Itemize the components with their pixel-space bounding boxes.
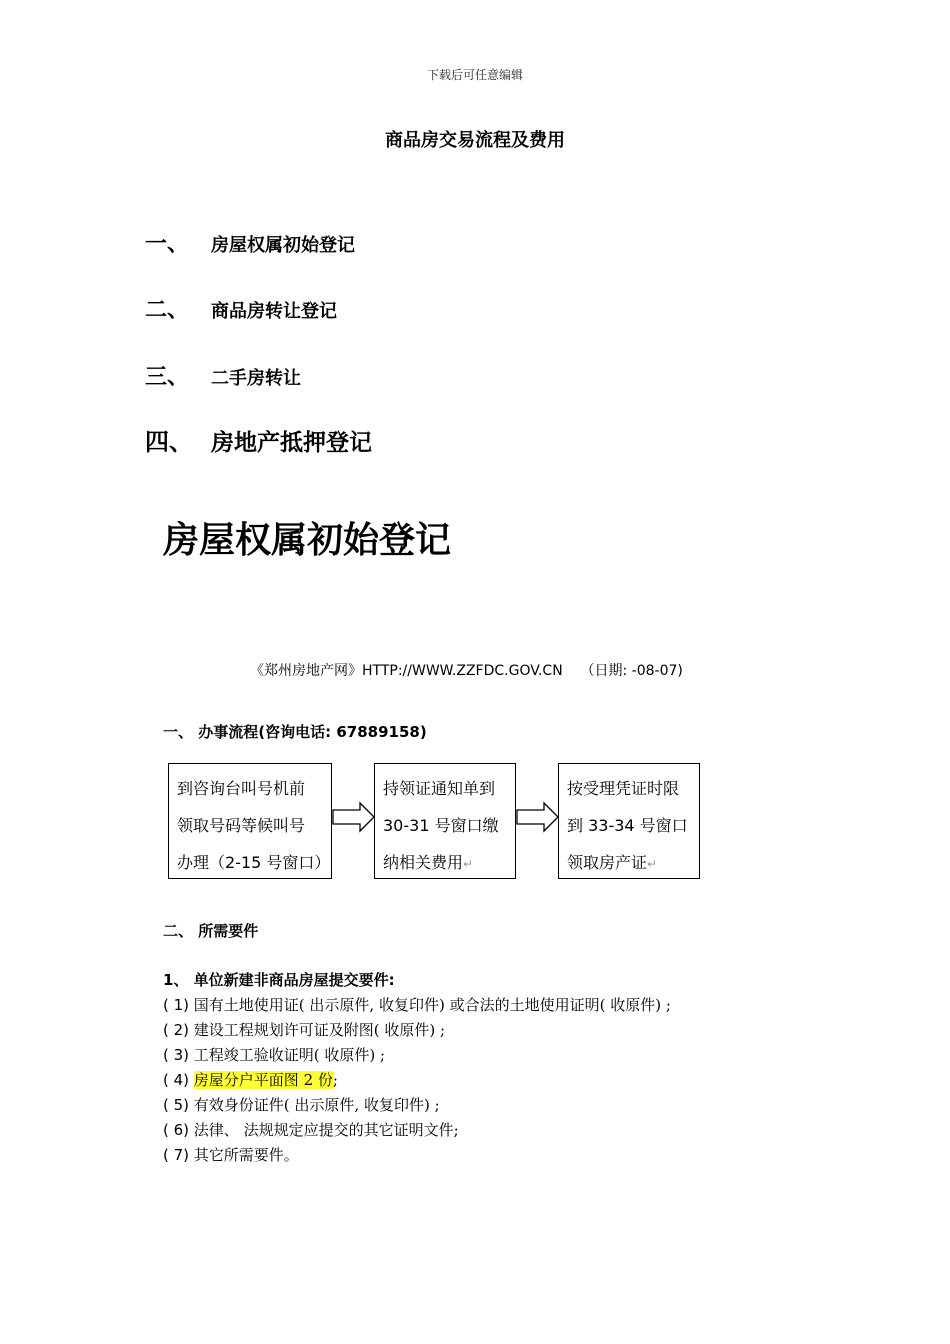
toc-item-4 [145, 422, 372, 457]
subtitle-number: 1 [163, 971, 174, 989]
item-number: ( 3) [163, 1046, 190, 1064]
toc-text: 房地产抵押登记 [211, 430, 372, 456]
toc-item-2 [145, 293, 337, 324]
item-text: 其它所需要件。 [193, 1146, 299, 1164]
toc-text: 商品房转让登记 [211, 301, 337, 322]
flow-arrow-1 [332, 801, 376, 833]
section-heading: 房屋权属初始登记 [163, 520, 452, 561]
item-text: 法律、 法规规定应提交的其它证明文件; [193, 1121, 459, 1139]
subtitle-text: 、 单位新建非商品房屋提交要件: [173, 971, 395, 989]
requirement-item [163, 1069, 338, 1090]
flow-line: 30-31 号窗口缴 [383, 816, 499, 835]
toc-item-1 [145, 227, 355, 258]
requirements-subtitle [163, 969, 395, 990]
item-number: ( 5) [163, 1096, 190, 1114]
paragraph-mark: ↵ [463, 857, 474, 871]
requirement-item [163, 994, 671, 1015]
requirements-heading [163, 920, 258, 941]
source-url: HTTP://WWW.ZZFDC.GOV.CN [362, 663, 563, 679]
item-text: 建设工程规划许可证及附图( 收原件) ; [193, 1021, 446, 1039]
process-heading [163, 721, 427, 742]
flow-step-2 [374, 763, 516, 879]
flow-arrow-2 [516, 801, 560, 833]
source-line [250, 660, 683, 680]
item-number: ( 6) [163, 1121, 190, 1139]
source-date: （日期: -08-07) [580, 663, 683, 679]
paragraph-mark: ↵ [647, 857, 658, 871]
requirement-item [163, 1119, 459, 1140]
flow-step-1 [168, 763, 332, 879]
item-text: 有效身份证件( 出示原件, 收复印件) ; [193, 1096, 440, 1114]
heading-number: 二、 [163, 922, 194, 940]
toc-number: 三、 [145, 365, 190, 390]
requirement-item [163, 1094, 440, 1115]
highlighted-text: 房屋分户平面图 2 份 [193, 1071, 333, 1089]
requirement-item [163, 1019, 445, 1040]
toc-number: 二、 [145, 298, 190, 323]
flow-line [383, 844, 515, 883]
flow-line-text: 纳相关费用 [383, 853, 464, 872]
toc-text: 房屋权属初始登记 [211, 235, 355, 256]
flow-line: 到咨询台叫号机前 [177, 779, 306, 798]
toc-number: 四、 [145, 428, 193, 456]
requirement-item [163, 1044, 385, 1065]
toc-text: 二手房转让 [211, 368, 301, 389]
item-number: ( 4) [163, 1071, 190, 1089]
flow-line: 领取号码等候叫号 [177, 816, 306, 835]
heading-text: 办事流程(咨询电话: 67889158) [198, 723, 427, 741]
requirement-item [163, 1144, 299, 1165]
item-text: 国有土地使用证( 出示原件, 收复印件) 或合法的土地使用证明( 收原件) ; [193, 996, 671, 1014]
flow-line [567, 844, 699, 883]
flow-line: 到 33-34 号窗口 [567, 816, 688, 835]
source-site: 《郑州房地产网》 [250, 663, 362, 679]
header-note: 下载后可任意编辑 [426, 68, 523, 82]
flow-line: 办理（2-15 号窗口） [177, 853, 331, 872]
item-text: 工程竣工验收证明( 收原件) ; [193, 1046, 386, 1064]
toc-number: 一、 [145, 232, 190, 257]
heading-text: 所需要件 [198, 922, 259, 940]
flow-line: 持领证通知单到 [383, 779, 496, 798]
toc-item-3 [145, 360, 301, 391]
flow-line-text: 领取房产证 [567, 853, 648, 872]
item-number: ( 1) [163, 996, 190, 1014]
document-title: 商品房交易流程及费用 [385, 130, 565, 151]
item-tail: ; [332, 1071, 338, 1089]
item-number: ( 2) [163, 1021, 190, 1039]
item-number: ( 7) [163, 1146, 190, 1164]
flow-line: 按受理凭证时限 [567, 779, 680, 798]
heading-number: 一、 [163, 723, 194, 741]
flow-step-3 [558, 763, 700, 879]
